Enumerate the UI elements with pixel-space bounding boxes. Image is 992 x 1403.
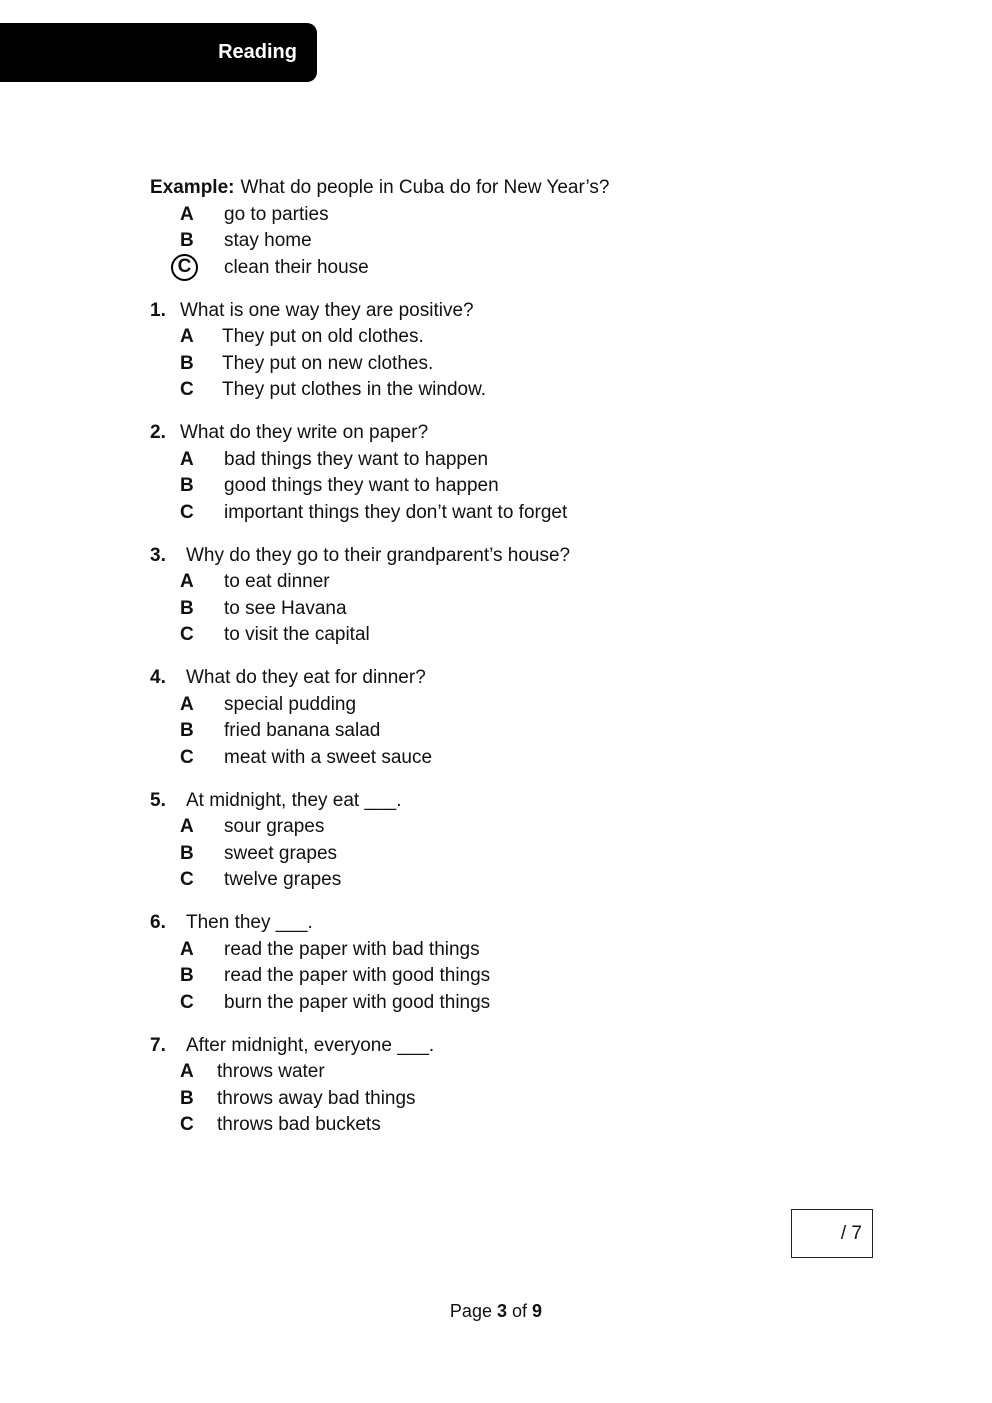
option-letter: C bbox=[180, 379, 194, 400]
question-5 bbox=[150, 788, 850, 894]
answer-option[interactable] bbox=[150, 990, 850, 1017]
option-text: read the paper with bad things bbox=[224, 938, 480, 960]
answer-option[interactable] bbox=[150, 596, 850, 623]
answer-option[interactable] bbox=[150, 1086, 850, 1113]
option-letter: A bbox=[180, 816, 194, 837]
option-text: stay home bbox=[224, 230, 312, 251]
option-text: special pudding bbox=[224, 693, 357, 715]
option-letter: C bbox=[180, 746, 194, 768]
option-letter: A bbox=[180, 571, 194, 592]
answer-option[interactable] bbox=[150, 500, 850, 527]
answer-option[interactable] bbox=[150, 228, 850, 255]
answer-option[interactable] bbox=[150, 867, 850, 894]
option-text: They put clothes in the window. bbox=[222, 379, 487, 400]
answer-option[interactable] bbox=[150, 1112, 850, 1139]
option-text: important things they don’t want to forget bbox=[224, 501, 568, 523]
answer-option[interactable] bbox=[150, 963, 850, 990]
score-total: / 7 bbox=[840, 1223, 862, 1244]
option-letter: B bbox=[180, 720, 194, 741]
option-text: to see Havana bbox=[224, 597, 347, 619]
question-number: 1. bbox=[150, 299, 166, 321]
question-3 bbox=[150, 543, 850, 649]
answer-option[interactable] bbox=[150, 473, 850, 500]
answer-option[interactable] bbox=[150, 745, 850, 772]
question-2 bbox=[150, 420, 850, 526]
question-list bbox=[150, 175, 850, 1139]
option-letter: A bbox=[180, 326, 194, 347]
question-text: Then they ___. bbox=[186, 912, 313, 933]
footer-prefix: Page bbox=[449, 1301, 492, 1321]
option-letter: A bbox=[180, 448, 194, 470]
answer-option[interactable] bbox=[150, 718, 850, 745]
question-number: 2. bbox=[150, 422, 166, 443]
question-number: 5. bbox=[150, 789, 166, 811]
option-text: burn the paper with good things bbox=[224, 991, 491, 1013]
answer-option[interactable] bbox=[150, 622, 850, 649]
option-letter: C bbox=[180, 624, 194, 645]
option-letter: A bbox=[180, 938, 194, 960]
option-text: to eat dinner bbox=[224, 571, 330, 592]
option-text: meat with a sweet sauce bbox=[224, 746, 433, 768]
answer-option[interactable] bbox=[150, 1059, 850, 1086]
answer-option[interactable] bbox=[150, 692, 850, 719]
option-text: throws away bad things bbox=[217, 1087, 416, 1109]
option-text: throws bad buckets bbox=[217, 1114, 381, 1135]
option-letter: B bbox=[180, 1087, 194, 1109]
answer-option[interactable] bbox=[150, 202, 850, 229]
question-1 bbox=[150, 298, 850, 404]
option-text: clean their house bbox=[224, 256, 369, 278]
option-text: sour grapes bbox=[224, 816, 325, 837]
option-letter: C bbox=[180, 869, 194, 890]
option-text: good things they want to happen bbox=[224, 475, 499, 496]
footer-separator: of bbox=[512, 1301, 528, 1321]
option-letter: C bbox=[171, 254, 198, 281]
answer-option[interactable] bbox=[150, 324, 850, 351]
option-letter: B bbox=[180, 597, 194, 619]
question-text: After midnight, everyone ___. bbox=[186, 1034, 435, 1056]
example-question-text: What do people in Cuba do for New Year’s? bbox=[240, 177, 610, 198]
option-letter: A bbox=[180, 693, 194, 715]
option-letter: B bbox=[180, 842, 194, 864]
option-text: throws water bbox=[217, 1061, 325, 1082]
option-letter: B bbox=[180, 230, 194, 251]
question-text: What do they eat for dinner? bbox=[186, 667, 426, 688]
option-letter: A bbox=[180, 1061, 194, 1082]
page-footer bbox=[0, 1301, 992, 1322]
option-text: fried banana salad bbox=[224, 720, 381, 741]
answer-option[interactable] bbox=[150, 841, 850, 868]
question-text: At midnight, they eat ___. bbox=[186, 789, 402, 811]
option-text: to visit the capital bbox=[224, 624, 370, 645]
selected-answer-circle bbox=[177, 254, 224, 281]
option-letter: C bbox=[180, 1114, 194, 1135]
section-tab-label: Reading bbox=[218, 41, 297, 63]
example-question bbox=[150, 175, 850, 281]
option-text: bad things they want to happen bbox=[224, 448, 489, 470]
option-letter: B bbox=[180, 475, 194, 496]
option-letter: B bbox=[180, 352, 194, 374]
option-text: twelve grapes bbox=[224, 869, 342, 890]
question-text: What do they write on paper? bbox=[180, 422, 429, 443]
current-page: 3 bbox=[496, 1301, 507, 1321]
option-letter: B bbox=[180, 965, 194, 986]
option-text: go to parties bbox=[224, 203, 329, 225]
total-pages: 9 bbox=[532, 1301, 543, 1321]
answer-option[interactable] bbox=[150, 569, 850, 596]
question-number: 4. bbox=[150, 667, 166, 688]
question-number: 6. bbox=[150, 912, 166, 933]
question-6 bbox=[150, 910, 850, 1016]
option-letter: C bbox=[180, 991, 194, 1013]
question-text: What is one way they are positive? bbox=[180, 299, 474, 321]
question-7 bbox=[150, 1033, 850, 1139]
question-text: Why do they go to their grandparent’s house? bbox=[186, 544, 571, 566]
question-4 bbox=[150, 665, 850, 771]
question-number: 3. bbox=[150, 544, 166, 566]
example-label: Example: bbox=[150, 177, 235, 198]
option-letter: C bbox=[180, 501, 194, 523]
answer-option[interactable] bbox=[150, 377, 850, 404]
option-text: sweet grapes bbox=[224, 842, 338, 864]
answer-option[interactable] bbox=[150, 937, 850, 964]
score-box[interactable] bbox=[791, 1209, 873, 1258]
question-number: 7. bbox=[150, 1034, 166, 1056]
option-text: read the paper with good things bbox=[224, 965, 491, 986]
answer-option[interactable] bbox=[150, 447, 850, 474]
answer-option-selected[interactable] bbox=[150, 255, 850, 282]
option-letter: A bbox=[180, 203, 194, 225]
answer-option[interactable] bbox=[150, 814, 850, 841]
option-text: They put on old clothes. bbox=[222, 326, 424, 347]
option-text: They put on new clothes. bbox=[222, 352, 434, 374]
section-tab bbox=[0, 23, 317, 82]
answer-option[interactable] bbox=[150, 351, 850, 378]
